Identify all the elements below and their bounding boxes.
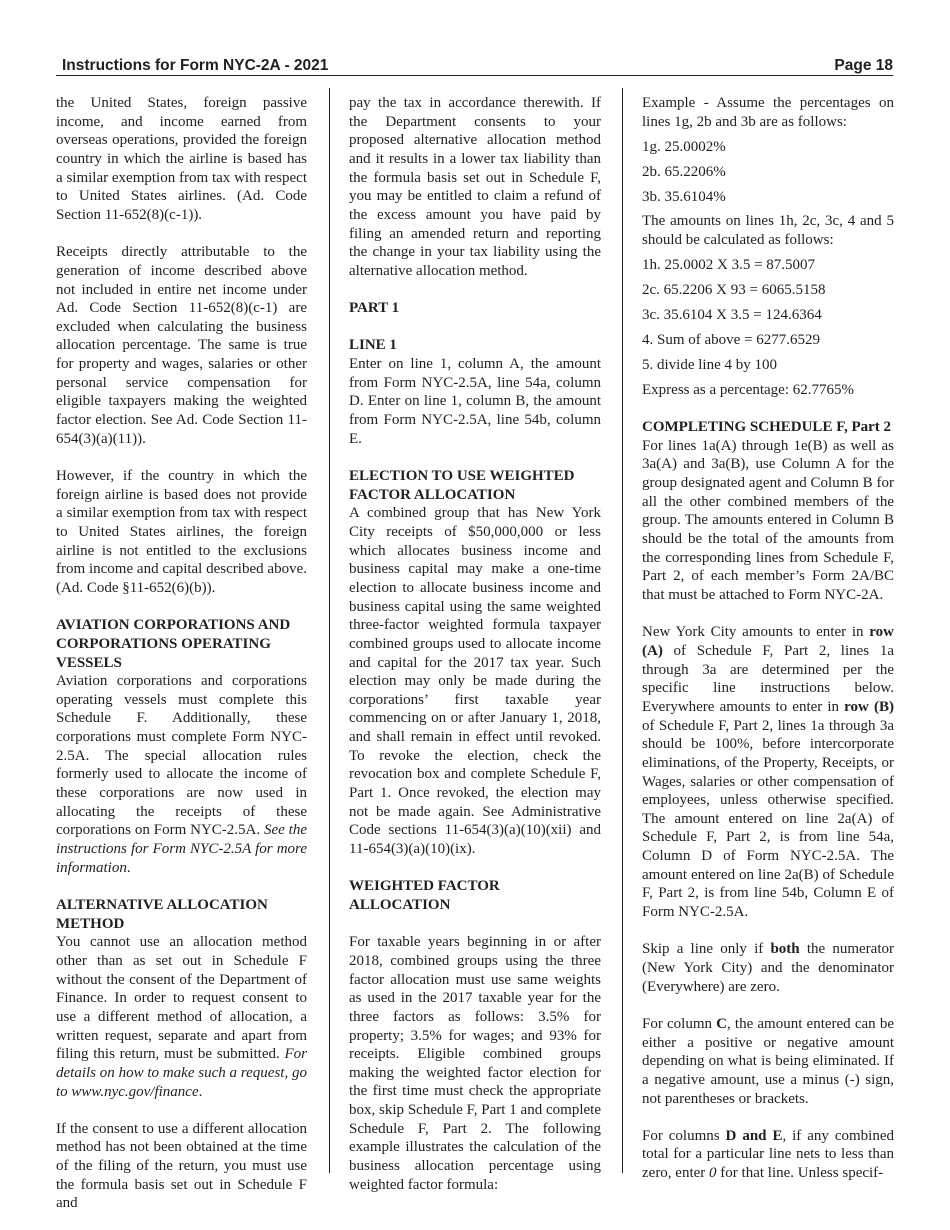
paragraph: However, if the country in which the foreign airline is based does not provide a similar exemption from tax with respect to United States airlines, the foreign airline is not entitled to the exclusions from income and capital described above. (Ad. Code §11-652(6)(b)). [56, 468, 307, 596]
section-heading: ALTERNATIVE ALLOCATION METHOD [56, 896, 268, 932]
paragraph: Example - Assume the percentages on lines 1g, 2b and 3b are as follows: [642, 95, 894, 130]
paragraph: For column C, the amount entered can be either a positive or negative amount depending on what is being eliminated. If a negative amount, use a minus (-) sign, not parentheses or brackets. [642, 1015, 894, 1107]
percentage-line: 3b. 35.6104% [642, 188, 726, 205]
paragraph: The amounts on lines 1h, 2c, 3c, 4 and 5 should be calculated as follows: [642, 213, 894, 249]
paragraph: For taxable years beginning in or after 2018, combined groups using the three factor allocation must use same weights as used in the 2017 taxable year for the three factors as follows: 3.5% for property; 3.5% for wages; and 93% for receipts. Eligible combined groups making the weighted factor election for the first time must check the appropriate box, skip Schedule F, Part 1 and complete Schedule F, Part 2. The following example illustrates the calculation of the business allocation percentage using weighted factor formula: [349, 934, 601, 1193]
header-rule [56, 75, 893, 76]
column-3 [642, 94, 894, 1183]
percentage-line: 2b. 65.2206% [642, 163, 726, 180]
paragraph: New York City amounts to enter in row (A) of Schedule F, Part 2, lines 1a through 3a are determined per the specific line instructions below. Everywhere amounts to enter in row (B) of Schedule F, Part 2, lines 1a through 3a should be 100%, before intercorporate eliminations, of the Property, Receipts, or Wages, salaries or other compensation of employees, unless otherwise specified. The amount entered on line 2a(A) of Schedule F, Part 2, is from line 54a, Column D of Form NYC-2.5A. The amount entered on line 2a(B) of Schedule F, Part 2, is from line 54b, Column E of Form NYC-2.5A. [642, 624, 894, 921]
paragraph: Receipts directly attributable to the generation of income described above not included in entire net income under Ad. Code Section 11-652(8)(c-1) are excluded when calculating the business allocation percentage. The same is true for property and wages, salaries or other personal service compensation for eligible taxpayers making the weighted factor election. See Ad. Code Section 11-654(3)(a)(11)). [56, 244, 307, 447]
calculation-line: 4. Sum of above = 6277.6529 [642, 331, 821, 348]
result-line: Express as a percentage: 62.7765% [642, 381, 855, 398]
calculation-line: 2c. 65.2206 X 93 = 6065.5158 [642, 282, 826, 299]
paragraph: For lines 1a(A) through 1e(B) as well as 3a(A) and 3a(B), use Column A for the group designated agent and Column B for all the other combined members of the group. The amounts entered in Column B should be the total of the amounts from the corresponding lines from Schedule F, Part 2, of each member’s Form 2A/BC that must be attached to Form NYC-2A. [642, 437, 894, 603]
column-divider-2 [622, 88, 623, 1173]
calculation-line: 1h. 25.0002 X 3.5 = 87.5007 [642, 257, 816, 274]
section-heading: PART 1 [349, 300, 400, 317]
page-header [62, 57, 893, 76]
column-2 [349, 94, 601, 1194]
section-heading: WEIGHTED FACTOR ALLOCATION [349, 878, 500, 913]
paragraph: pay the tax in accordance therewith. If the Department consents to your proposed alternative allocation method and it results in a lower tax liability than the formula basis set out in Schedule F, you may be entitled to claim a refund of the excess amount you have paid by filing an amended return and reporting the change in your tax liability using the alternative allocation method. [349, 95, 601, 279]
section-heading: COMPLETING SCHEDULE F, Part 2 [642, 419, 892, 436]
section-heading: AVIATION CORPORATIONS AND CORPORATIONS OPERATING VESSELS [56, 617, 291, 671]
percentage-line: 1g. 25.0002% [642, 138, 726, 155]
page-number: Page 18 [834, 57, 893, 74]
paragraph: Enter on line 1, column A, the amount from Form NYC-2.5A, line 54a, column D. Enter on line 1, column B, the amount from Form NYC-2.5A, line 54b, column E. [349, 356, 601, 447]
document-title: Instructions for Form NYC-2A - 2021 [62, 57, 329, 74]
paragraph: Skip a line only if both the numerator (New York City) and the denominator (Everywhere) are zero. [642, 941, 894, 995]
paragraph: You cannot use an allocation method other than as set out in Schedule F without the consent of the Department of Finance. In order to request consent to use a different method of allocation, a written request, separate and apart from filing this return, must be submitted. For details on how to make such a request, go to www.nyc.gov/finance. [56, 934, 308, 1100]
paragraph: A combined group that has New York City receipts of $50,000,000 or less which allocates business income and business capital may make a one-time election to allocate business income and business capital using the same weighted three-factor weighted formula taxpayer combined groups used to allocate income and capital for the 2017 tax year. Such election may only be made during the corporations’ first taxable year commencing on or after January 1, 2018, and shall remain in effect until revoked. To revoke the election, check the revocation box and complete Schedule F, Part 1. Once revoked, the election may not be made again. See Administrative Code sections 11-654(3)(a)(10)(xii) and 11-654(3)(a)(10)(ix). [349, 505, 601, 858]
column-1 [56, 94, 307, 1213]
calculation-line: 3c. 35.6104 X 3.5 = 124.6364 [642, 306, 822, 323]
paragraph: Aviation corporations and corporations operating vessels must complete this Schedule F. Additionally, these corporations must complete Form NYC-2.5A. The special allocation rules formerly used to allocate the income of these corporations are now used in allocating the receipts of these corporations on Form NYC-2.5A. See the instructions for Form NYC-2.5A for more information. [56, 673, 307, 876]
column-divider-1 [329, 88, 330, 1173]
section-heading: ELECTION TO USE WEIGHTED FACTOR ALLOCATION [349, 467, 575, 503]
calculation-line: 5. divide line 4 by 100 [642, 356, 777, 373]
paragraph: If the consent to use a different allocation method has not been obtained at the time of the filing of the return, you must use the formula basis set out in Schedule F and [56, 1120, 307, 1212]
section-heading: LINE 1 [349, 337, 397, 354]
paragraph: the United States, foreign passive income, and income earned from overseas operations, provided the foreign country in which the airline is based has a similar exemption from tax with respect to United States airlines. (Ad. Code Section 11-652(8)(c-1)). [56, 95, 307, 223]
paragraph: For columns D and E, if any combined total for a particular line nets to less than zero, enter 0 for that line. Unless specif- [642, 1127, 894, 1182]
